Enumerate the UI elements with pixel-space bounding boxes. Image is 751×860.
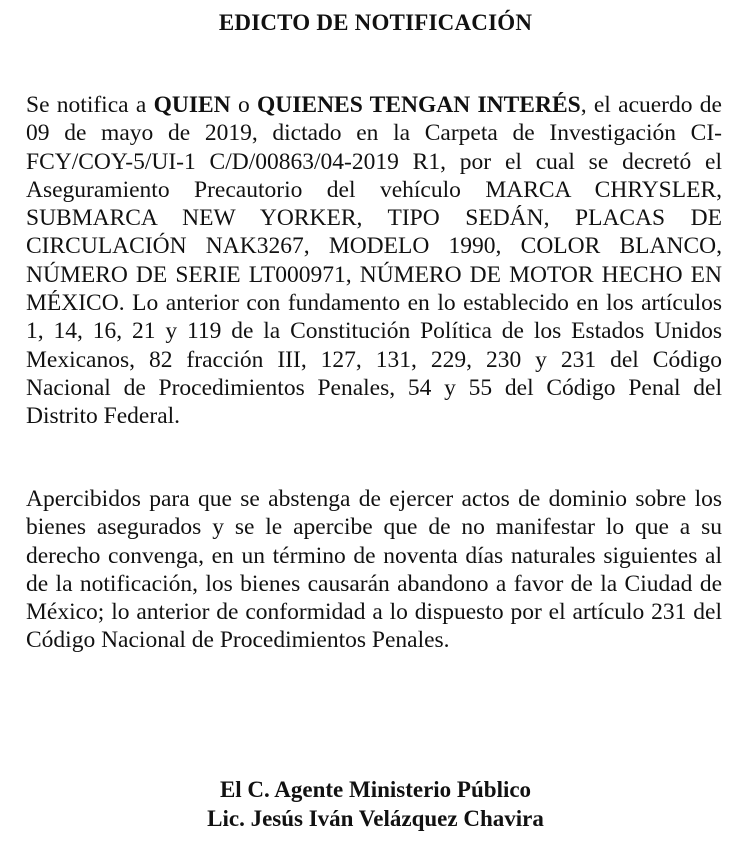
addressee-connector: o bbox=[230, 92, 258, 118]
paragraph-body: , el acuerdo de 09 de mayo de 2019, dictado en la Carpeta de Investigación CI-FCY/COY-5/UI-1 C/D/00863/04-2019 R1, por el cual se decretó el Aseguramiento Precautorio del vehículo MARCA CHRYSLER, SUBMARCA NEW YORKER, TIPO SEDÁN, PLACAS DE CIRCULACIÓN NAK3267, MODELO 1990, COLOR BLANCO, NÚMERO DE SERIE LT000971, NÚMERO DE MOTOR HECHO EN MÉXICO. Lo anterior con fundamento en lo establecido en los artículos 1, 14, 16, 21 y 119 de la Constitución Política de los Estados Unidos Mexicanos, 82 fracción III, 127, 131, 229, 230 y 231 del Código Nacional de Procedimientos Penales, 54 y 55 del Código Penal del Distrito Federal. bbox=[26, 92, 722, 430]
signature-block bbox=[0, 775, 751, 833]
addressee-quien: QUIEN bbox=[153, 92, 231, 118]
addressee-quienes: QUIENES TENGAN INTERÉS bbox=[257, 92, 581, 118]
warning-paragraph: Apercibidos para que se abstenga de ejercer actos de dominio sobre los bienes asegurados y se le apercibe que de no manifestar lo que a su derecho convenga, en un término de noventa días naturales siguientes al de la notificación, los bienes causarán abandono a favor de la Ciudad de México; lo anterior de conformidad a lo dispuesto por el artículo 231 del Código Nacional de Procedimientos Penales. bbox=[26, 486, 722, 654]
paragraph-lead: Se notifica a bbox=[26, 92, 154, 118]
signature-title: El C. Agente Ministerio Público bbox=[219, 777, 532, 802]
document-title: EDICTO DE NOTIFICACIÓN bbox=[218, 10, 533, 35]
notification-paragraph bbox=[26, 91, 722, 431]
signature-name: Lic. Jesús Iván Velázquez Chavira bbox=[207, 806, 544, 831]
